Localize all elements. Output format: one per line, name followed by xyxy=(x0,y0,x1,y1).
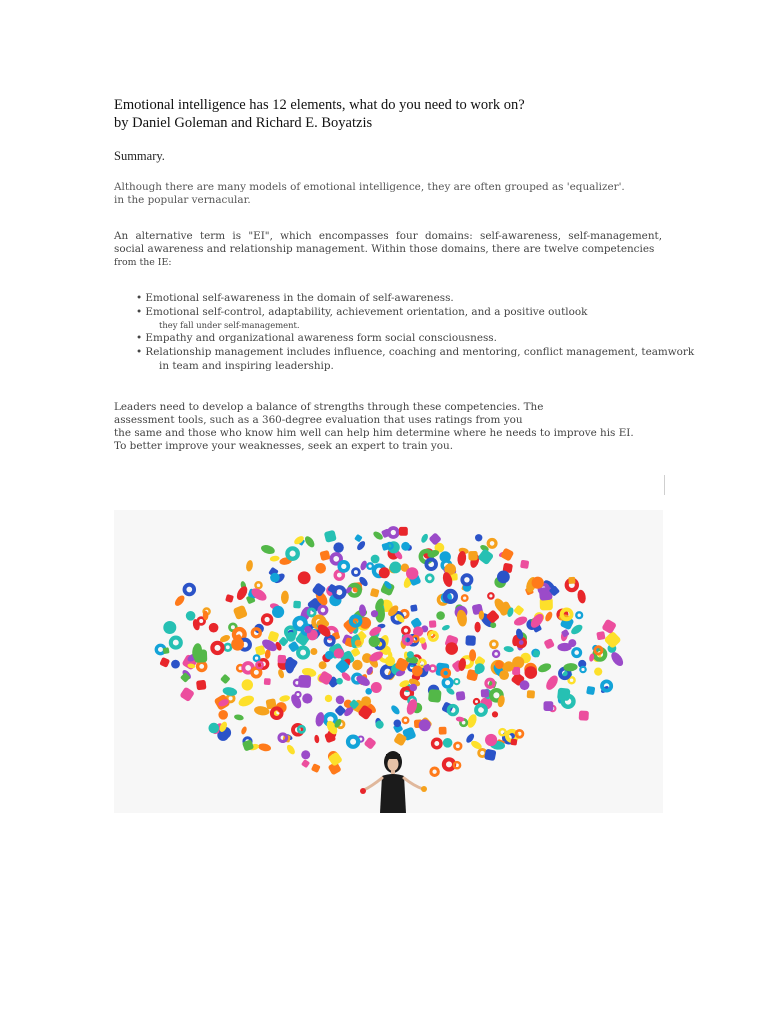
bead xyxy=(385,656,395,666)
bead xyxy=(431,768,438,775)
bead xyxy=(454,679,459,684)
bead xyxy=(426,559,436,569)
bead xyxy=(319,550,330,561)
bead xyxy=(419,719,431,731)
bead xyxy=(348,737,358,747)
bead xyxy=(520,680,530,690)
bead xyxy=(287,548,297,558)
bead xyxy=(493,651,499,657)
bead xyxy=(369,636,380,647)
bead xyxy=(173,594,186,608)
title-line-1: Emotional intelligence has 12 elements, what do you need to work on? xyxy=(114,97,525,113)
bead xyxy=(237,694,256,709)
bead xyxy=(428,689,442,703)
bead xyxy=(402,627,409,634)
bead xyxy=(429,620,437,628)
paragraph-conclusion-line-4: To better improve your weaknesses, seek an expert to train you. xyxy=(114,440,454,452)
bead xyxy=(576,612,582,618)
paragraph-domains-line-1: An alternative term is "EI", which encompasses four domains: self-awareness, self-management, xyxy=(114,230,662,242)
bead xyxy=(257,742,271,752)
bead xyxy=(407,651,414,658)
bead xyxy=(325,636,334,645)
bead xyxy=(544,673,560,691)
divider xyxy=(664,475,665,495)
bead xyxy=(171,638,181,648)
bead xyxy=(240,726,248,735)
bead xyxy=(543,638,554,649)
list-item xyxy=(136,345,694,373)
bead xyxy=(269,555,279,562)
bead xyxy=(355,540,366,552)
bead xyxy=(544,611,554,623)
bead xyxy=(281,590,289,604)
bead xyxy=(302,693,312,703)
bead xyxy=(602,681,611,690)
bead xyxy=(315,563,326,574)
beads-photo xyxy=(114,510,663,813)
list-item xyxy=(136,291,694,305)
bead xyxy=(371,555,380,564)
bead xyxy=(336,696,345,705)
bead xyxy=(196,680,207,691)
bead xyxy=(586,686,595,695)
bead xyxy=(412,666,423,677)
list-item-text: • Empathy and organizational awareness form social consciousness. xyxy=(136,332,497,344)
bead xyxy=(475,622,481,633)
bead xyxy=(462,575,471,584)
bead xyxy=(406,567,418,579)
bead xyxy=(277,668,285,679)
bead xyxy=(270,573,280,583)
bead xyxy=(573,649,581,657)
bead xyxy=(285,743,296,755)
bead xyxy=(364,737,377,750)
bead xyxy=(500,547,514,561)
bead xyxy=(495,660,504,669)
beads-group xyxy=(156,527,625,776)
bead xyxy=(454,762,460,768)
bead xyxy=(537,662,552,674)
bead xyxy=(218,710,228,720)
paragraph-conclusion-line-1: Leaders need to develop a balance of strengths through these competencies. The xyxy=(114,401,544,413)
bead xyxy=(513,615,529,627)
bead xyxy=(333,542,343,552)
bead xyxy=(443,678,452,687)
bead xyxy=(475,534,482,541)
paragraph-domains-line-2: social awareness and relationship management. Within those domains, there are twelve competencies xyxy=(114,243,655,255)
bead xyxy=(563,696,574,707)
bead xyxy=(301,750,310,759)
bead xyxy=(390,562,402,574)
bead xyxy=(544,701,554,711)
bead xyxy=(163,621,176,634)
bead xyxy=(504,661,514,671)
paragraph-conclusion-line-3: the same and those who know him well can help him determine where he needs to improve his EI. xyxy=(114,427,634,439)
bead xyxy=(308,609,315,616)
bead xyxy=(379,567,390,578)
bead xyxy=(492,711,498,717)
bead xyxy=(272,606,284,618)
bead xyxy=(475,663,485,673)
bead xyxy=(252,629,260,637)
bead xyxy=(497,571,510,584)
bead xyxy=(198,618,205,625)
bead xyxy=(394,720,402,728)
bead xyxy=(319,606,327,614)
bead xyxy=(298,571,311,584)
bead xyxy=(371,610,378,617)
bead xyxy=(367,563,373,569)
bead xyxy=(474,699,479,704)
bead xyxy=(352,660,362,670)
bead xyxy=(311,763,321,773)
bead xyxy=(568,577,575,584)
bead xyxy=(354,534,363,543)
bead xyxy=(576,589,586,604)
bead xyxy=(301,759,310,768)
paragraph-conclusion-line-2: assessment tools, such as a 360-degree evaluation that uses ratings from you xyxy=(114,414,523,426)
article-title xyxy=(114,96,525,132)
bead xyxy=(286,632,296,642)
bead xyxy=(371,682,382,693)
bead xyxy=(516,730,523,737)
bead xyxy=(532,577,544,589)
bead xyxy=(410,684,418,692)
bead xyxy=(462,595,468,601)
list-item xyxy=(136,305,694,331)
bead xyxy=(209,723,220,734)
bead xyxy=(225,644,232,651)
bead xyxy=(225,594,234,603)
bead xyxy=(293,601,301,609)
bead xyxy=(477,548,494,565)
bead xyxy=(399,527,408,536)
bead xyxy=(389,528,398,537)
bead xyxy=(510,738,517,745)
bead xyxy=(209,623,219,633)
summary-heading: Summary. xyxy=(114,149,165,163)
bead xyxy=(295,618,306,629)
bead xyxy=(336,678,343,685)
bead xyxy=(456,691,466,701)
bead xyxy=(325,695,332,702)
bead xyxy=(426,575,433,582)
bead xyxy=(499,729,505,735)
bead xyxy=(339,562,348,571)
bead xyxy=(256,582,262,588)
bead xyxy=(279,694,291,702)
bead xyxy=(603,631,621,649)
bead xyxy=(264,678,271,685)
bead xyxy=(198,662,206,670)
bead xyxy=(245,560,253,572)
bead xyxy=(186,611,196,621)
title-line-2-authors: by Daniel Goleman and Richard E. Boyatzis xyxy=(114,115,373,131)
paragraph-intro-line-2: in the popular vernacular. xyxy=(114,194,251,206)
bead xyxy=(497,695,506,708)
bead xyxy=(499,670,509,680)
bead xyxy=(220,674,231,685)
bead xyxy=(353,569,360,576)
paragraph-intro-line-1: Although there are many models of emotional intelligence, they are often grouped as 'equalizer'. xyxy=(114,181,625,193)
competency-list xyxy=(136,291,694,373)
bead xyxy=(433,739,441,747)
bead xyxy=(260,543,276,555)
bead xyxy=(441,624,450,632)
bead xyxy=(520,560,529,569)
bead xyxy=(179,686,195,702)
bead xyxy=(449,706,458,715)
bead xyxy=(277,655,286,664)
bead xyxy=(303,535,316,549)
bead xyxy=(163,647,170,654)
list-item-text: • Emotional self-control, adaptability, achievement orientation, and a positive outlook xyxy=(136,306,588,318)
bead xyxy=(468,551,477,560)
bead xyxy=(234,714,245,721)
bead xyxy=(580,667,585,672)
paragraph-domains-line-3: from the IE: xyxy=(114,257,172,268)
bead xyxy=(319,661,327,669)
bead xyxy=(324,530,337,543)
list-item-text: • Emotional self-awareness in the domain of self-awareness. xyxy=(136,292,454,304)
bead xyxy=(263,615,272,624)
bead xyxy=(401,542,410,551)
bead xyxy=(527,690,535,698)
bead xyxy=(476,705,486,715)
bead xyxy=(272,708,282,718)
bead xyxy=(488,540,496,548)
woman-figure-icon xyxy=(360,751,427,813)
bead xyxy=(171,660,180,669)
bead xyxy=(231,638,244,651)
bead xyxy=(314,735,320,744)
bead xyxy=(254,655,260,661)
bead xyxy=(212,643,222,653)
bead xyxy=(314,711,325,727)
bead xyxy=(252,668,261,677)
bead xyxy=(579,710,589,720)
list-item xyxy=(136,331,694,345)
bead xyxy=(420,533,429,544)
bead xyxy=(410,604,418,612)
bead xyxy=(403,718,409,724)
bead xyxy=(490,622,496,628)
bead xyxy=(594,668,602,676)
list-item-continuation: in team and inspiring leadership. xyxy=(159,360,334,372)
bead xyxy=(185,585,195,595)
bead xyxy=(294,680,300,686)
bead xyxy=(355,640,362,647)
bead xyxy=(503,645,514,652)
bead xyxy=(390,704,402,716)
bead xyxy=(242,679,253,690)
bead xyxy=(334,648,344,658)
bead xyxy=(376,721,384,729)
list-item-text: • Relationship management includes influence, coaching and mentoring, conflict management, teamwork xyxy=(136,346,695,358)
bead xyxy=(455,743,462,750)
bead xyxy=(159,657,170,668)
bead xyxy=(279,734,287,742)
bead xyxy=(304,626,311,633)
list-item-continuation: they fall under self-management. xyxy=(159,320,300,330)
bead xyxy=(525,666,538,679)
bead xyxy=(481,689,489,697)
paragraph-conclusion xyxy=(114,401,662,453)
bead xyxy=(444,759,454,769)
bead xyxy=(298,648,308,658)
bead xyxy=(419,637,425,643)
bead xyxy=(465,635,476,646)
bead xyxy=(436,611,445,620)
bead xyxy=(310,648,317,655)
colorful-beads-image xyxy=(114,510,663,813)
bead xyxy=(233,605,248,620)
bead xyxy=(440,551,451,562)
bead xyxy=(334,587,344,597)
bead xyxy=(370,588,380,598)
bead xyxy=(488,593,493,598)
paragraph-intro xyxy=(114,181,662,207)
bead xyxy=(445,642,458,655)
paragraph-domains xyxy=(114,230,662,269)
bead xyxy=(439,727,447,735)
bead xyxy=(485,734,497,746)
bead xyxy=(456,716,465,722)
bead xyxy=(513,605,524,616)
bead xyxy=(443,738,453,748)
bead xyxy=(484,749,496,761)
bead xyxy=(491,641,498,648)
bead xyxy=(596,631,605,640)
bead xyxy=(325,651,334,660)
